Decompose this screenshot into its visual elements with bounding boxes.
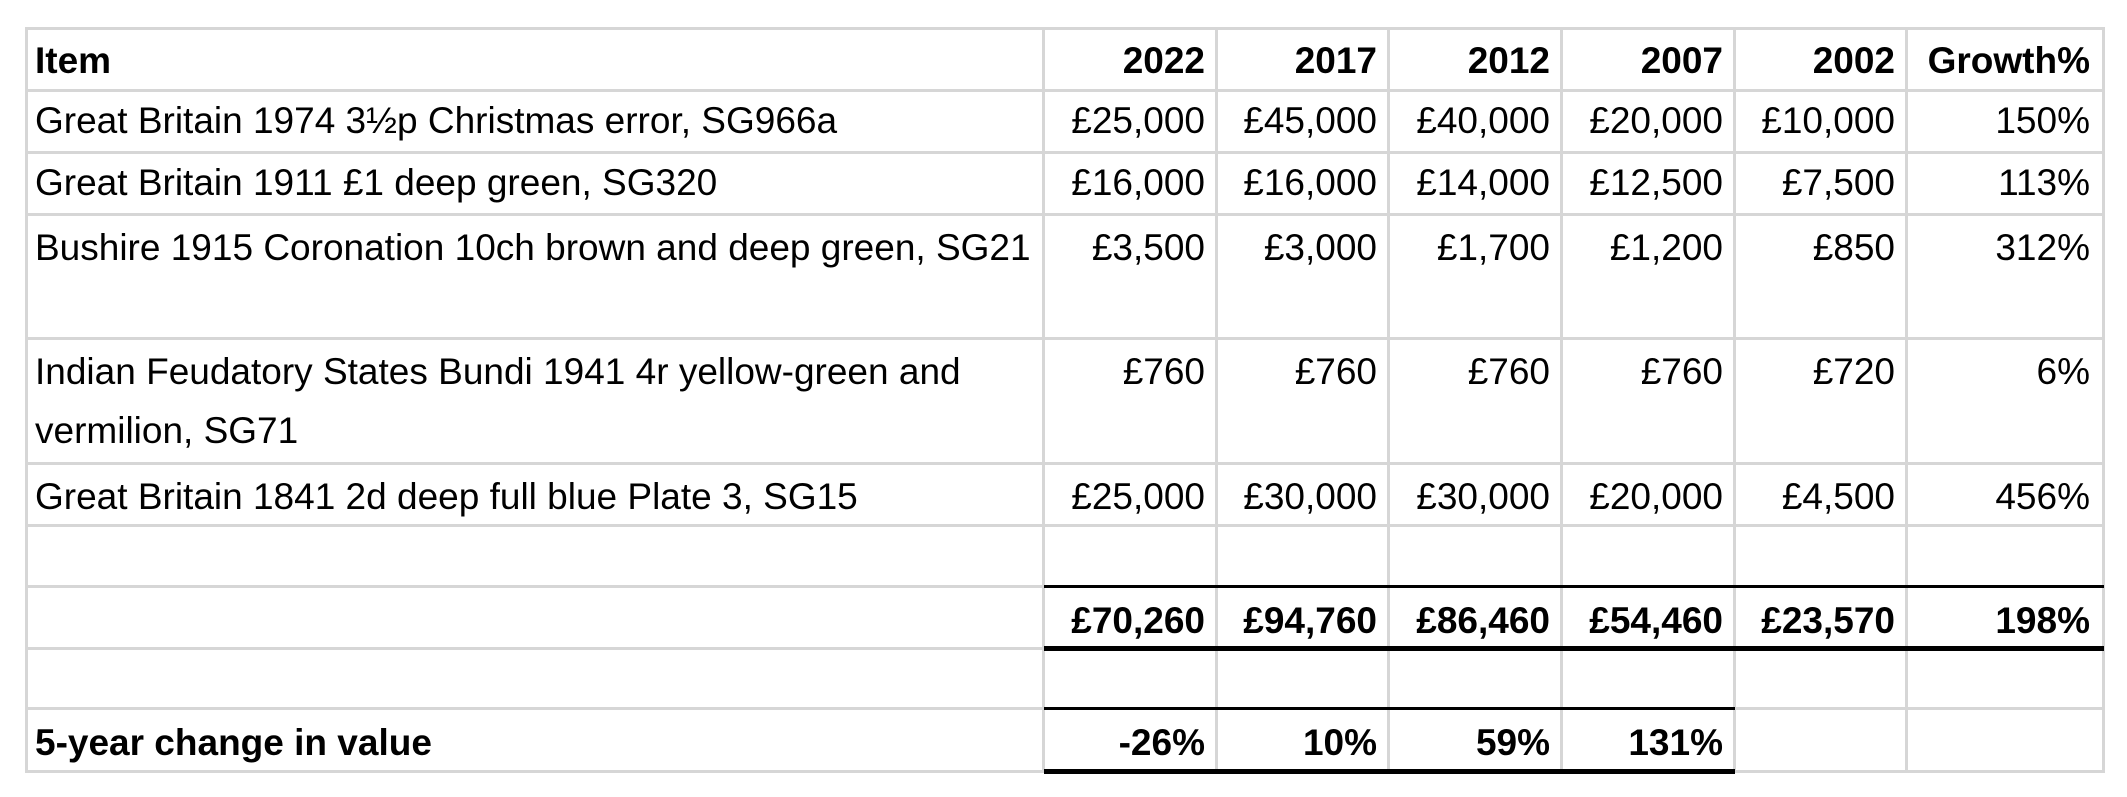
gridline	[1560, 27, 1563, 773]
row-2-2002: £7,500	[1781, 162, 1895, 203]
header-item: Item	[35, 40, 112, 81]
total-2007: £54,460	[1589, 600, 1723, 641]
row-5-growth: 456%	[1995, 476, 2090, 517]
gridline	[25, 770, 1045, 773]
gridline	[1387, 27, 1390, 773]
row-4-2007: £760	[1640, 351, 1723, 392]
row-2-item: Great Britain 1911 £1 deep green, SG320	[35, 162, 718, 203]
change-2022: -26%	[1118, 722, 1205, 763]
row-2-2017: £16,000	[1243, 162, 1377, 203]
change-top-border	[1044, 707, 1735, 710]
gridline	[25, 89, 2104, 92]
row-5-2002: £4,500	[1781, 476, 1895, 517]
row-2-2022: £16,000	[1071, 162, 1205, 203]
row-5-2007: £20,000	[1589, 476, 1723, 517]
row-2-2012: £14,000	[1416, 162, 1550, 203]
gridline	[25, 585, 1045, 588]
total-bottom-border	[1044, 646, 2104, 651]
row-3-growth: 312%	[1995, 227, 2090, 268]
header-2022: 2022	[1122, 40, 1205, 81]
row-5-2017: £30,000	[1243, 476, 1377, 517]
header-2007: 2007	[1640, 40, 1723, 81]
gridline	[25, 27, 28, 773]
total-growth: 198%	[1995, 600, 2090, 641]
header-2012: 2012	[1467, 40, 1550, 81]
gridline	[25, 151, 2104, 154]
row-1-2002: £10,000	[1761, 100, 1895, 141]
gridline	[25, 337, 2104, 340]
row-3-2012: £1,700	[1436, 227, 1550, 268]
row-3-2022: £3,500	[1091, 227, 1205, 268]
row-5-item: Great Britain 1841 2d deep full blue Plate 3, SG15	[35, 476, 858, 517]
header-2017: 2017	[1294, 40, 1377, 81]
gridline	[1042, 27, 1045, 773]
row-1-item: Great Britain 1974 3½p Christmas error, SG966a	[35, 100, 838, 141]
gridline	[2102, 27, 2105, 773]
change-2012: 59%	[1475, 722, 1550, 763]
gridline	[1733, 27, 1736, 773]
row-4-2017: £760	[1294, 351, 1377, 392]
change-label: 5-year change in value	[35, 722, 432, 763]
row-1-2017: £45,000	[1243, 100, 1377, 141]
row-2-growth: 113%	[1998, 162, 2090, 203]
row-4-2012: £760	[1467, 351, 1550, 392]
gridline	[25, 213, 2104, 216]
gridline	[1735, 770, 2104, 773]
row-3-2007: £1,200	[1609, 227, 1723, 268]
row-4-2002: £720	[1812, 351, 1895, 392]
gridline	[1905, 27, 1908, 773]
row-3-item: Bushire 1915 Coronation 10ch brown and deep green, SG21	[35, 227, 1031, 268]
gridline	[25, 462, 2104, 465]
row-4-growth: 6%	[2036, 351, 2090, 392]
row-1-2012: £40,000	[1416, 100, 1550, 141]
total-2002: £23,570	[1761, 600, 1895, 641]
header-2002: 2002	[1812, 40, 1895, 81]
gridline	[25, 27, 2104, 30]
header-growth: Growth%	[1927, 40, 2090, 81]
total-2012: £86,460	[1416, 600, 1550, 641]
row-3-2002: £850	[1812, 227, 1895, 268]
total-2022: £70,260	[1071, 600, 1205, 641]
row-4-2022: £760	[1122, 351, 1205, 392]
row-5-2022: £25,000	[1071, 476, 1205, 517]
row-2-2007: £12,500	[1589, 162, 1723, 203]
row-1-2022: £25,000	[1071, 100, 1205, 141]
gridline	[25, 524, 2104, 527]
gridline	[1215, 27, 1218, 773]
gridline	[25, 647, 1045, 650]
row-5-2012: £30,000	[1416, 476, 1550, 517]
total-2017: £94,760	[1243, 600, 1377, 641]
row-3-2017: £3,000	[1263, 227, 1377, 268]
change-2007: 131%	[1628, 722, 1723, 763]
change-2017: 10%	[1302, 722, 1377, 763]
row-4-item: Indian Feudatory States Bundi 1941 4r yellow-green and vermilion, SG71	[35, 351, 961, 451]
change-bottom-border	[1044, 769, 1735, 774]
total-top-border	[1044, 585, 2104, 588]
row-1-2007: £20,000	[1589, 100, 1723, 141]
row-1-growth: 150%	[1995, 100, 2090, 141]
